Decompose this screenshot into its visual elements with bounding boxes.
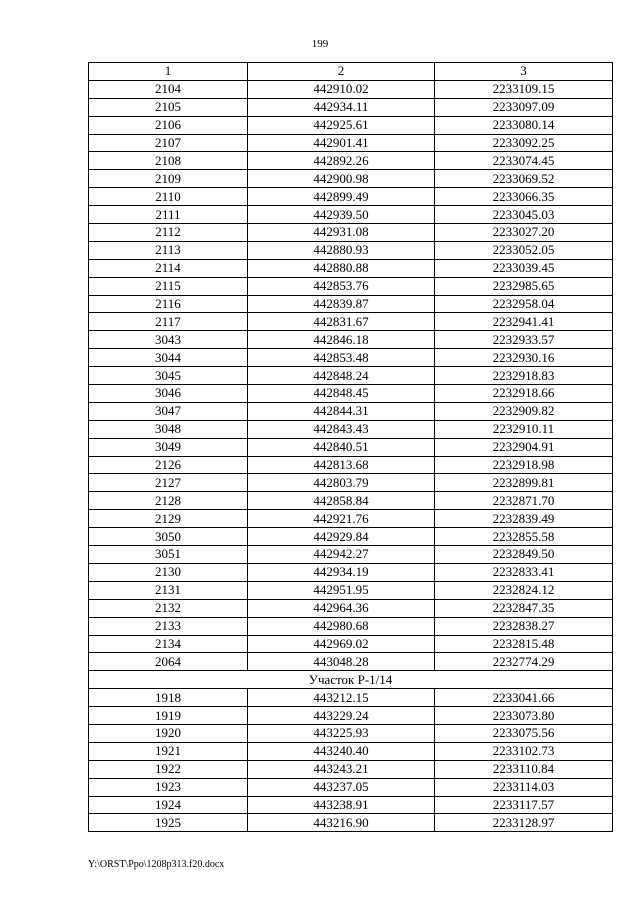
table-cell-col1: 3047 [89,402,248,420]
table-cell-col3: 2233114.03 [435,778,613,796]
table-row [89,581,613,599]
table-cell-col3: 2233102.73 [435,742,613,760]
table-cell-col1: 2108 [89,152,248,170]
table-cell-col3: 2232833.41 [435,563,613,581]
table-cell-col3: 2232933.57 [435,331,613,349]
table-cell-col3: 2232958.04 [435,295,613,313]
table-cell-col2: 442980.68 [248,617,435,635]
table-cell-col1: 3049 [89,438,248,456]
table-cell-col2: 442939.50 [248,206,435,224]
table-row [89,474,613,492]
table-cell-col1: 2131 [89,581,248,599]
table-cell-col1: 1921 [89,742,248,760]
table-cell-col3: 2233073.80 [435,707,613,725]
table-cell-col3: 2232899.81 [435,474,613,492]
table-row [89,385,613,403]
table-cell-col2: 442925.61 [248,116,435,134]
table-row [89,456,613,474]
table-cell-col1: 2128 [89,492,248,510]
table-cell-col1: 3046 [89,385,248,403]
header-cell-3: 3 [435,63,613,81]
table-cell-col3: 2233117.57 [435,796,613,814]
table-cell-col1: 3044 [89,349,248,367]
table-cell-col1: 2115 [89,277,248,295]
table-cell-col2: 442846.18 [248,331,435,349]
table-cell-col1: 2112 [89,224,248,242]
table-row [89,528,613,546]
table-cell-col3: 2232904.91 [435,438,613,456]
table-cell-col1: 2109 [89,170,248,188]
table-cell-col1: 1918 [89,689,248,707]
table-row [89,492,613,510]
table-cell-col3: 2233097.09 [435,98,613,116]
footer-file-path: Y:\ORST\Ppo\1208p313.f20.docx [88,859,225,870]
table-row [89,116,613,134]
table-row [89,313,613,331]
table-cell-col1: 3043 [89,331,248,349]
header-cell-1: 1 [89,63,248,81]
header-cell-2: 2 [248,63,435,81]
table-cell-col3: 2232985.65 [435,277,613,295]
table-row [89,724,613,742]
table-cell-col1: 2104 [89,80,248,98]
table-cell-col2: 442899.49 [248,188,435,206]
table-cell-col1: 2105 [89,98,248,116]
table-cell-col2: 442880.88 [248,259,435,277]
table-cell-col2: 442929.84 [248,528,435,546]
table-cell-col2: 442892.26 [248,152,435,170]
table-cell-col1: 3045 [89,367,248,385]
table-cell-col3: 2232838.27 [435,617,613,635]
table-cell-col1: 2106 [89,116,248,134]
table-cell-col3: 2232918.66 [435,385,613,403]
table-cell-col1: 2117 [89,313,248,331]
table-cell-col1: 2107 [89,134,248,152]
table-cell-col3: 2232815.48 [435,635,613,653]
table-cell-col2: 442964.36 [248,599,435,617]
table-row [89,546,613,564]
table-cell-col1: 2130 [89,563,248,581]
table-row [89,277,613,295]
table-cell-col2: 442934.19 [248,563,435,581]
table-cell-col3: 2233027.20 [435,224,613,242]
table-cell-col2: 442901.41 [248,134,435,152]
table-row [89,152,613,170]
table-cell-col2: 442803.79 [248,474,435,492]
table-cell-col1: 2116 [89,295,248,313]
table-cell-col3: 2233092.25 [435,134,613,152]
table-row [89,134,613,152]
table-row [89,742,613,760]
table-row [89,331,613,349]
table-cell-col2: 443238.91 [248,796,435,814]
table-cell-col3: 2233041.66 [435,689,613,707]
table-body [89,80,613,831]
table-row [89,224,613,242]
table-cell-col2: 442843.43 [248,420,435,438]
table-cell-col3: 2233110.84 [435,760,613,778]
table-cell-col2: 442934.11 [248,98,435,116]
table-cell-col2: 442900.98 [248,170,435,188]
table-row [89,402,613,420]
table-cell-col1: 2110 [89,188,248,206]
table-cell-col1: 1920 [89,724,248,742]
table-cell-col2: 442931.08 [248,224,435,242]
table-cell-col3: 2232909.82 [435,402,613,420]
table-row [89,80,613,98]
table-cell-col1: 2134 [89,635,248,653]
table-cell-col3: 2233074.45 [435,152,613,170]
table-row [89,438,613,456]
table-cell-col1: 2133 [89,617,248,635]
table-cell-col2: 442951.95 [248,581,435,599]
table-row [89,510,613,528]
table-row [89,653,613,671]
table-row [89,420,613,438]
coordinates-table [88,62,613,832]
table-cell-col3: 2233052.05 [435,241,613,259]
table-cell-col2: 442880.93 [248,241,435,259]
table-cell-col3: 2233109.15 [435,80,613,98]
table-cell-col2: 443237.05 [248,778,435,796]
table-row [89,367,613,385]
table-cell-col3: 2233128.97 [435,814,613,832]
table-row [89,206,613,224]
table-cell-col2: 442969.02 [248,635,435,653]
table-row [89,635,613,653]
table-cell-col3: 2232918.83 [435,367,613,385]
table-cell-col2: 443240.40 [248,742,435,760]
table-row [89,170,613,188]
table-header [89,63,613,81]
table-row [89,617,613,635]
table-cell-col3: 2232774.29 [435,653,613,671]
table-cell-col2: 443229.24 [248,707,435,725]
table-row [89,563,613,581]
table-row [89,241,613,259]
table-row [89,760,613,778]
table-cell-col2: 443243.21 [248,760,435,778]
table-cell-col2: 442844.31 [248,402,435,420]
table-cell-col2: 442858.84 [248,492,435,510]
table-cell-col2: 442831.67 [248,313,435,331]
table-cell-col3: 2232839.49 [435,510,613,528]
table-cell-col2: 443216.90 [248,814,435,832]
table-cell-col2: 443212.15 [248,689,435,707]
table-row [89,98,613,116]
table-row [89,796,613,814]
table-cell-col3: 2232849.50 [435,546,613,564]
table-cell-col2: 442921.76 [248,510,435,528]
table-row [89,814,613,832]
table-cell-col3: 2232941.41 [435,313,613,331]
table-row [89,349,613,367]
table-cell-col1: 3048 [89,420,248,438]
header-row [89,63,613,81]
table-cell-col1: 2127 [89,474,248,492]
table-cell-col3: 2232918.98 [435,456,613,474]
table-cell-col3: 2232847.35 [435,599,613,617]
table-cell-col3: 2233080.14 [435,116,613,134]
table-cell-col1: 2113 [89,241,248,259]
table-cell-col1: 2129 [89,510,248,528]
table-cell-col1: 2064 [89,653,248,671]
table-cell-col1: 1923 [89,778,248,796]
table-cell-col3: 2233039.45 [435,259,613,277]
table-cell-col1: 2111 [89,206,248,224]
table-cell-col1: 2114 [89,259,248,277]
table-cell-col2: 442910.02 [248,80,435,98]
table-cell-col3: 2232855.58 [435,528,613,546]
table-cell-col1: 1919 [89,707,248,725]
table-row [89,599,613,617]
table-cell-col1: 2126 [89,456,248,474]
table-cell-col3: 2232930.16 [435,349,613,367]
table-row [89,295,613,313]
page-number: 199 [311,38,329,50]
table-cell-col1: 3051 [89,546,248,564]
table-cell-col2: 442853.76 [248,277,435,295]
table-cell-col1: 3050 [89,528,248,546]
table-cell-col3: 2233045.03 [435,206,613,224]
section-title: Участок Р-1/14 [89,671,613,689]
table-cell-col2: 443048.28 [248,653,435,671]
table-row [89,707,613,725]
table-cell-col1: 1922 [89,760,248,778]
table-cell-col1: 1924 [89,796,248,814]
table-row [89,259,613,277]
table-cell-col3: 2232824.12 [435,581,613,599]
table-cell-col3: 2233069.52 [435,170,613,188]
table-cell-col2: 442853.48 [248,349,435,367]
table-cell-col3: 2232910.11 [435,420,613,438]
table-cell-col2: 442848.45 [248,385,435,403]
table-cell-col2: 443225.93 [248,724,435,742]
section-row [89,671,613,689]
table-cell-col3: 2233066.35 [435,188,613,206]
table-cell-col2: 442848.24 [248,367,435,385]
table-cell-col2: 442942.27 [248,546,435,564]
table-row [89,188,613,206]
table-row [89,778,613,796]
table-cell-col1: 1925 [89,814,248,832]
table-cell-col3: 2233075.56 [435,724,613,742]
table-row [89,689,613,707]
table-cell-col1: 2132 [89,599,248,617]
table-cell-col2: 442840.51 [248,438,435,456]
table-cell-col2: 442813.68 [248,456,435,474]
table-cell-col2: 442839.87 [248,295,435,313]
table-cell-col3: 2232871.70 [435,492,613,510]
